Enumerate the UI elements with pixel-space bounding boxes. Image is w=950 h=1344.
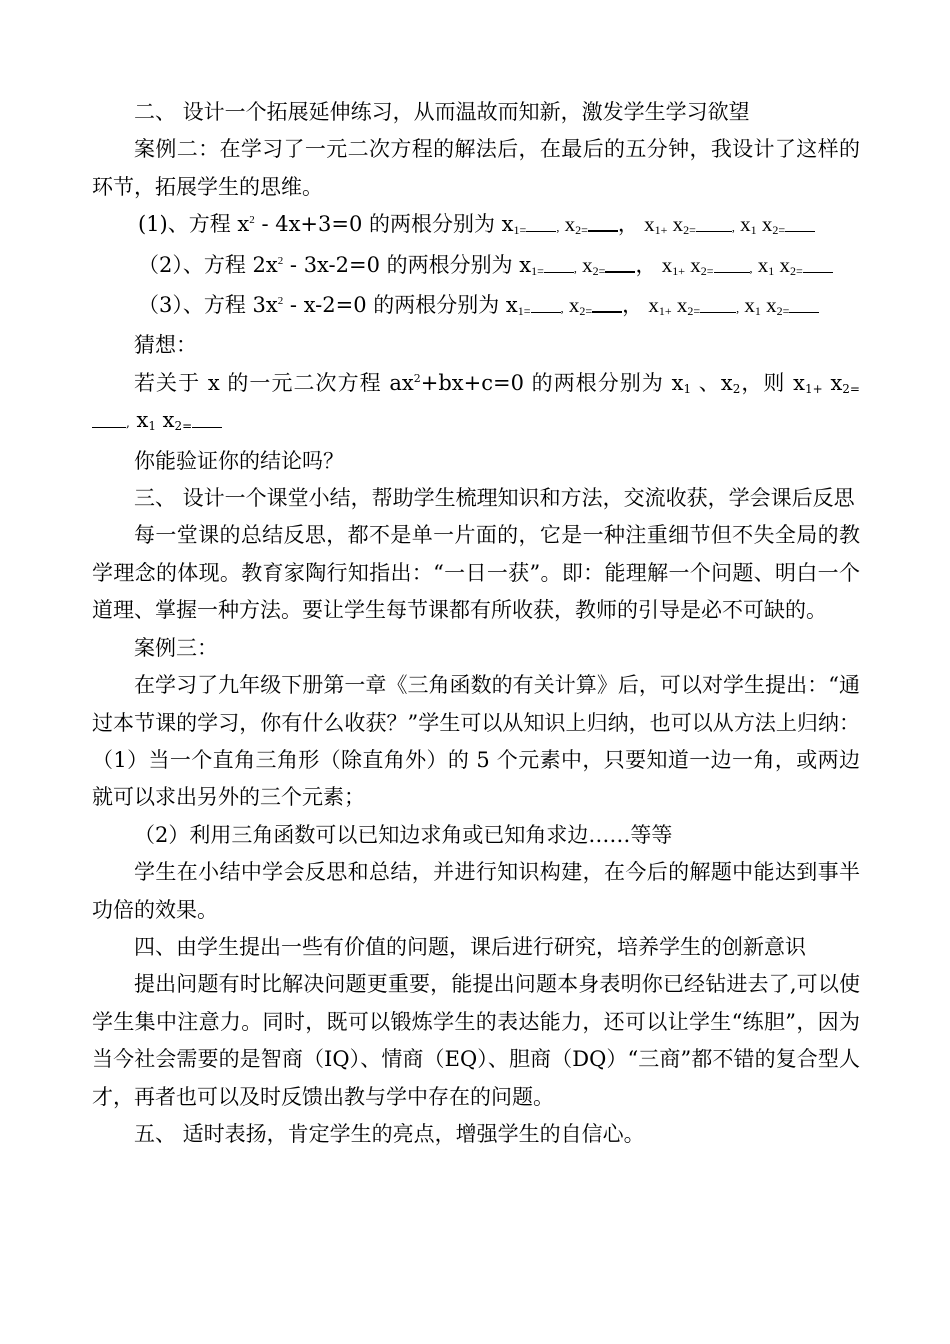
blank (696, 213, 732, 232)
case-3-label: 案例三： (134, 635, 218, 660)
case-2-paragraph: 案例二：在学习了一元二次方程的解法后，在最后的五分钟，我设计了这样的环节，拓展学生的思维。 (92, 137, 860, 199)
section-4-paragraph: 提出问题有时比解决问题更重要，能提出问题本身表明你已经钻进去了,可以使学生集中注意力。同时，既可以锻炼学生的表达能力，还可以让学生“练胆”，因为当今社会需要的是智商（IQ）、情商（EQ）、胆商（DQ）“三商”都不错的复合型人才，再者也可以及时反馈出教与学中存在的问题。 (92, 972, 860, 1109)
blank (588, 212, 618, 232)
document-page (92, 94, 860, 1153)
blank (526, 213, 556, 232)
blank (531, 294, 561, 313)
blank (700, 294, 736, 313)
blank (605, 253, 635, 273)
guess-label: 猜想： (134, 333, 197, 358)
section-4-heading: 四、由学生提出一些有价值的问题，课后进行研究，培养学生的创新意识 (134, 934, 806, 959)
blank (544, 254, 574, 273)
section-5-heading: 五、 适时表扬，肯定学生的亮点，增强学生的自信心。 (134, 1121, 645, 1146)
section-3-heading: 三、 设计一个课堂小结，帮助学生梳理知识和方法，交流收获，学会课后反思 (134, 486, 855, 511)
blank (192, 409, 222, 428)
case-3-conclusion: 学生在小结中学会反思和总结，并进行知识构建，在今后的解题中能达到事半功倍的效果。 (92, 860, 860, 922)
verify-question: 你能验证你的结论吗？ (134, 448, 344, 473)
guess-paragraph: 若关于 x 的一元二次方程 $ax^2+bx+c=0$ 的两根分别为 $x_1$ 、$x_2$，则 $x_{1+}$ $x_{2=}$, $x_1$ $x_{2=}$ (92, 365, 860, 443)
section-2-heading: 二、 设计一个拓展延伸练习，从而温故而知新，激发学生学习欲望 (134, 100, 750, 124)
blank (592, 293, 622, 313)
case-3-item-2: （2）利用三角函数可以已知边求角或已知角求边……等等 (134, 822, 673, 847)
case-3-paragraph: 在学习了九年级下册第一章《三角函数的有关计算》后，可以对学生提出：“通过本节课的学习，你有什么收获？”学生可以从知识上归纳，也可以从方法上归纳：（1）当一个直角三角形（除直角外）的 5 个元素中，只要知道一边一角，或两边就可以求出另外的三个元素； (92, 673, 860, 810)
blank (803, 254, 833, 273)
blank (789, 294, 819, 313)
equation-3: （3）、方程 $3x^2 - x-2=0$ 的两根分别为 $x_{1=}$ , $x_{2=}$ ， $x_{1+}$ $x_{2=}$ , $x_1$ $x_{2=}$ (92, 287, 860, 327)
blank (92, 409, 126, 428)
section-3-paragraph: 每一堂课的总结反思，都不是单一片面的，它是一种注重细节但不失全局的教学理念的体现。教育家陶行知指出：“一日一获”。即：能理解一个问题、明白一个道理、掌握一种方法。要让学生每节课都有所收获，教师的引导是必不可缺的。 (92, 523, 860, 623)
equation-1: (1)、方程 $x^2 - 4x+3=0$ 的两根分别为 $x_{1=}$ , $x_{2=}$ ， $x_{1+}$ $x_{2=}$ , $x_1$ $x_{2=}$ (92, 206, 860, 246)
eq1-label: (1)、方程 x (138, 212, 250, 237)
blank (714, 254, 750, 273)
equation-2: （2）、方程 $2x^2 - 3x-2=0$ 的两根分别为 $x_{1=}$ , $x_{2=}$ ， $x_{1+}$ $x_{2=}$ , $x_1$ $x_{2=}$ (92, 247, 860, 287)
blank (785, 213, 815, 232)
